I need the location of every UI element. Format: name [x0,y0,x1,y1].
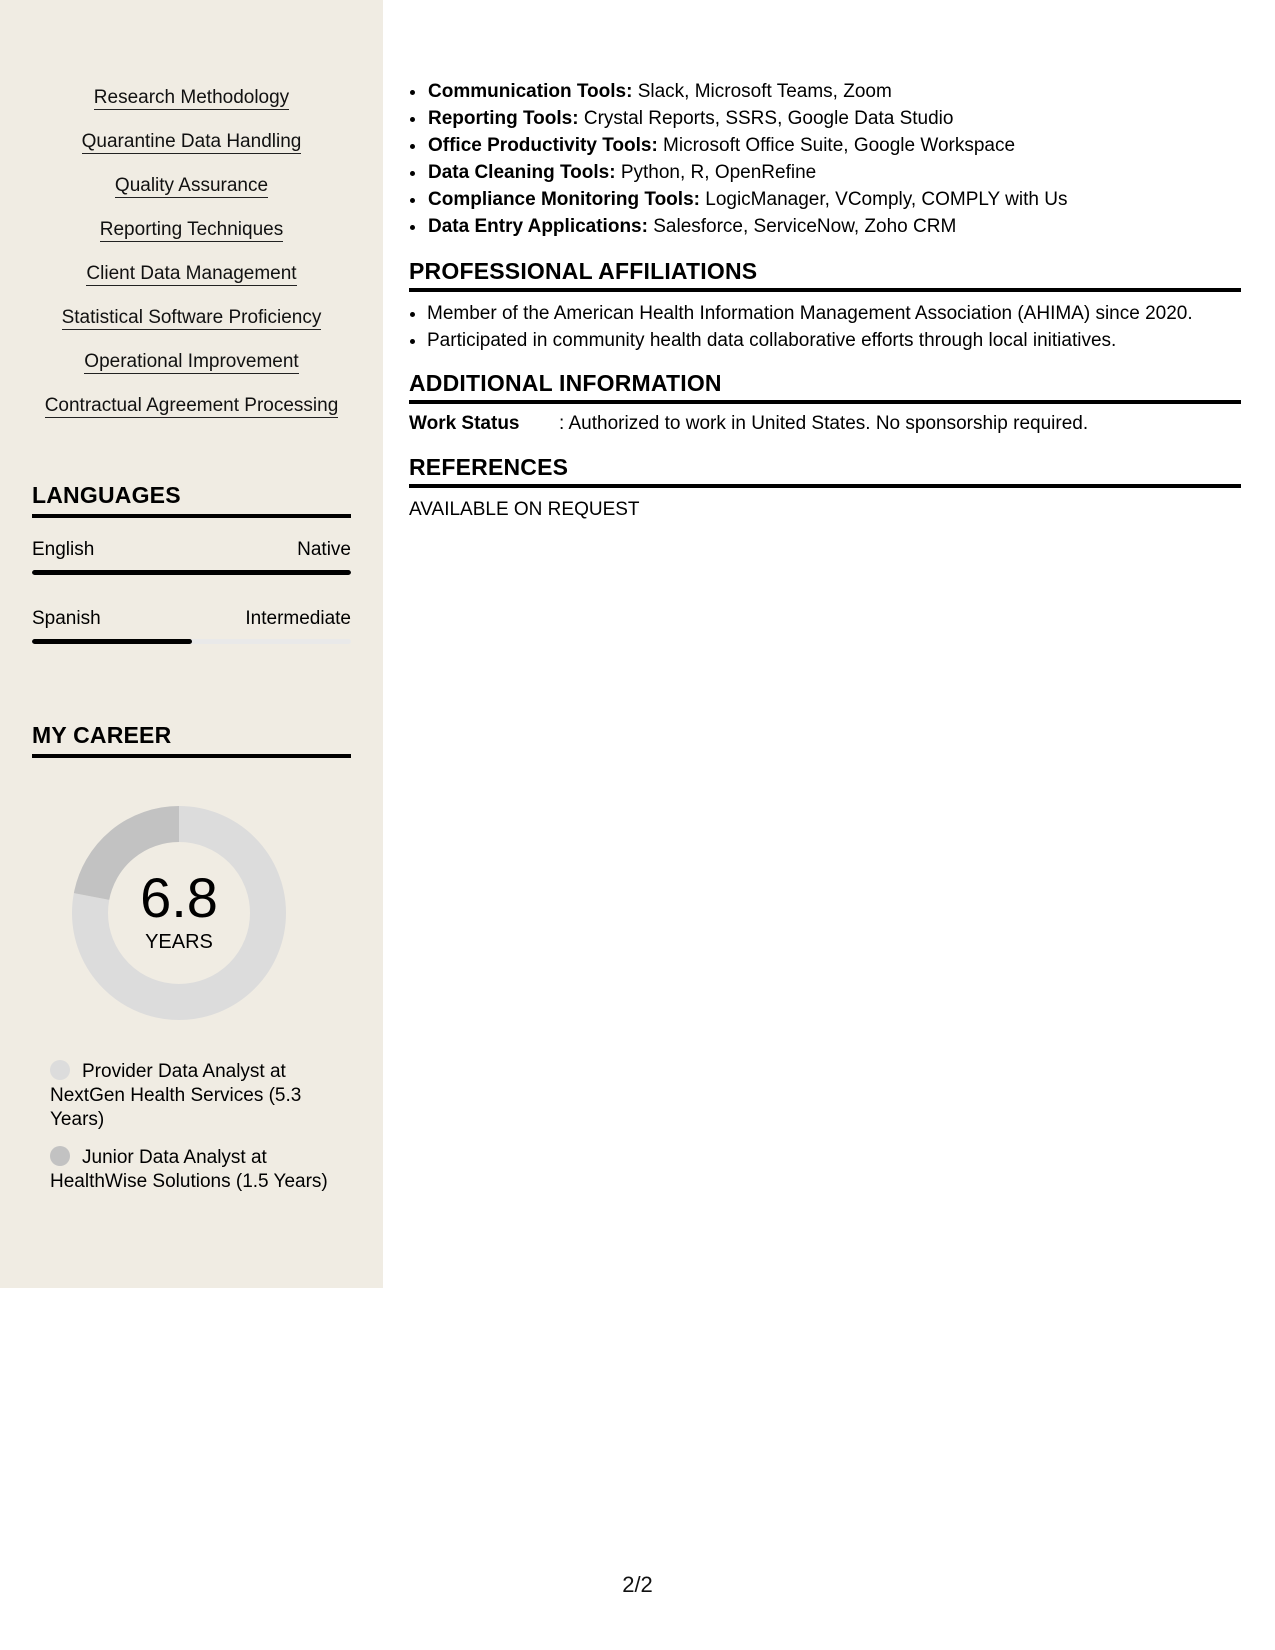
main-content [409,78,1241,522]
career-donut-center [66,800,292,1026]
tool-label: Compliance Monitoring Tools: [428,189,700,210]
tool-label: Communication Tools: [428,81,633,102]
legend-label: Junior Data Analyst at HealthWise Solutions (1.5 Years) [50,1147,328,1192]
skills-list [0,86,383,438]
legend-dot [50,1146,70,1166]
references-heading: REFERENCES [409,454,1241,488]
affiliations-heading: PROFESSIONAL AFFILIATIONS [409,258,1241,292]
skill-item: Reporting Techniques [99,219,284,240]
tool-value: Microsoft Office Suite, Google Workspace [657,135,1016,156]
language-bar-english [32,570,351,575]
work-status-label: Work Status [409,413,520,434]
language-bar-fill [32,570,351,575]
tool-value: LogicManager, VComply, COMPLY with Us [699,189,1068,210]
languages-heading: LANGUAGES [32,482,351,518]
career-heading: MY CAREER [32,722,351,758]
work-status-value: : Authorized to work in United States. No sponsorship required. [559,413,1089,434]
affiliation-item: • Member of the American Health Information Management Association (AHIMA) since 2020. [427,300,1241,327]
tool-label: Data Cleaning Tools: [428,162,616,183]
tools-list [409,78,1241,240]
language-bar-fill [32,639,192,644]
career-total-unit: YEARS [145,931,213,953]
language-row-spanish [32,607,351,631]
tool-value: Slack, Microsoft Teams, Zoom [632,81,892,102]
legend-dot [50,1060,70,1080]
career-total-years: 6.8 [140,866,218,929]
tool-value: Crystal Reports, SSRS, Google Data Studio [578,108,954,129]
career-legend-item [50,1146,340,1194]
tool-label: Data Entry Applications: [428,216,648,237]
tool-item [427,213,1241,240]
tool-item [427,186,1241,213]
tool-item [427,105,1241,132]
tool-label: Reporting Tools: [428,108,579,129]
language-level: Native [297,539,351,560]
references-text: AVAILABLE ON REQUEST [409,499,640,520]
career-legend-item [50,1060,340,1132]
language-level: Intermediate [245,608,351,629]
language-bar-spanish [32,639,351,644]
affiliation-item: • Participated in community health data collaborative efforts through local initiatives. [427,327,1241,354]
skill-item: Research Methodology [93,87,290,108]
tool-value: Python, R, OpenRefine [615,162,817,183]
skill-item: Quality Assurance [114,175,269,196]
work-status-row [409,412,1241,436]
career-donut-chart [66,800,292,1026]
tool-item [427,159,1241,186]
legend-label: Provider Data Analyst at NextGen Health Services (5.3 Years) [50,1061,302,1130]
skill-item: Operational Improvement [84,351,299,372]
tool-item [427,132,1241,159]
skill-item: Client Data Management [86,263,297,284]
tool-item [427,78,1241,105]
affiliations-list [409,300,1241,354]
skill-item: Quarantine Data Handling [81,131,302,152]
skill-item: Statistical Software Proficiency [61,307,322,328]
tool-value: Salesforce, ServiceNow, Zoho CRM [647,216,957,237]
additional-info-heading: ADDITIONAL INFORMATION [409,370,1241,404]
language-name: Spanish [32,608,101,629]
page-number: 2/2 [622,1572,653,1597]
language-row-english [32,538,351,562]
tool-label: Office Productivity Tools: [428,135,658,156]
skill-item: Contractual Agreement Processing [44,395,339,416]
sidebar [0,0,383,1288]
language-name: English [32,539,95,560]
